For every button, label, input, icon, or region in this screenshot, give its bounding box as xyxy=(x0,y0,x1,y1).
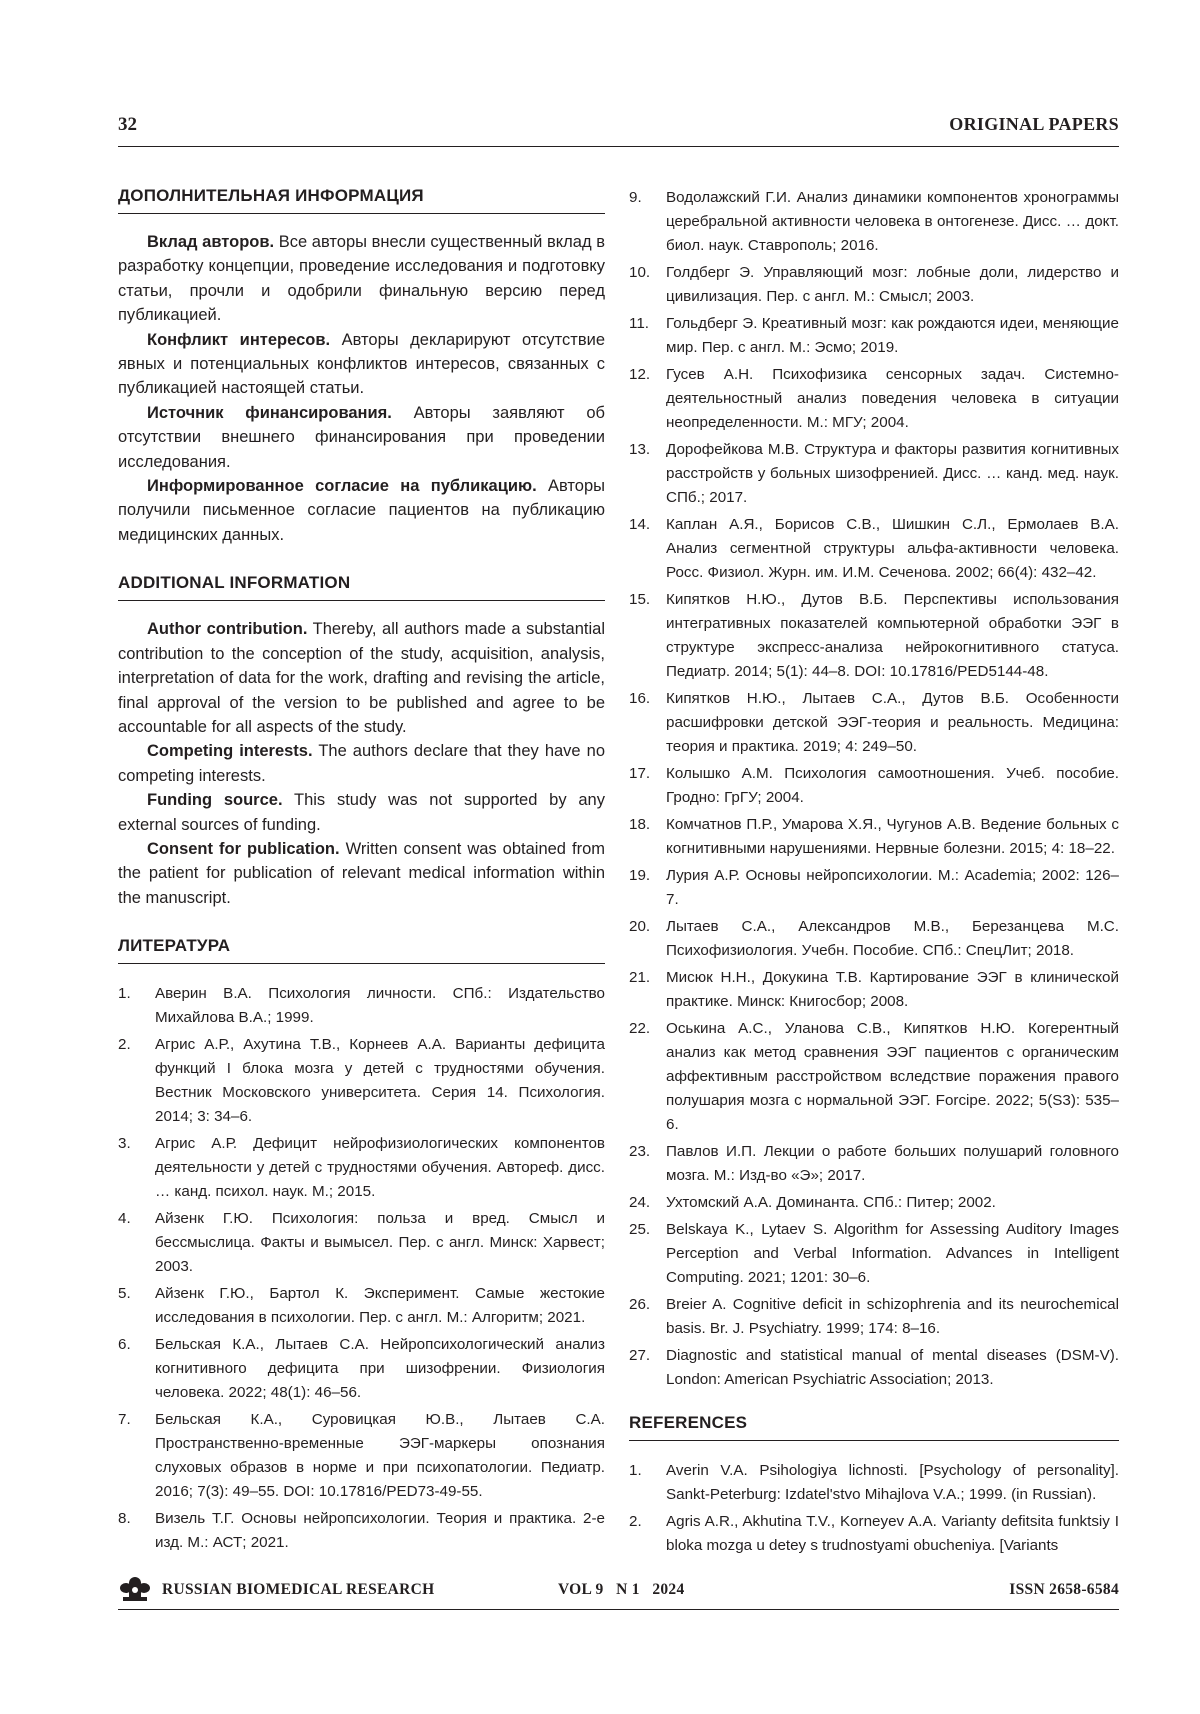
reference-number: 24. xyxy=(629,1194,651,1211)
additional-info-en-heading: ADDITIONAL INFORMATION xyxy=(118,573,605,601)
reference-item xyxy=(629,687,1119,759)
reference-text: Дорофейкова М.В. Структура и факторы развития когнитивных расстройств у больных шизофренией. Дисс. … канд. мед. наук. СПб.; 2017. xyxy=(666,441,1119,506)
reference-text: Водолажский Г.И. Анализ динамики компонентов хронограммы церебральной активности человека в онтогенезе. Дисс. … докт. биол. наук. Ставрополь; 2016. xyxy=(666,189,1119,254)
reference-item xyxy=(118,1207,605,1279)
additional-info-ru xyxy=(118,230,605,547)
info-text: Авторы получили письменное согласие пациентов на публикацию медицинских данных. xyxy=(118,477,605,544)
journal-emblem-icon xyxy=(118,1573,152,1603)
info-label: Вклад авторов. xyxy=(147,233,275,251)
reference-item xyxy=(118,1282,605,1330)
reference-number: 9. xyxy=(629,189,642,206)
reference-number: 2. xyxy=(118,1036,131,1054)
reference-number: 21. xyxy=(629,969,651,986)
info-paragraph xyxy=(118,617,605,739)
reference-item xyxy=(629,1017,1119,1137)
reference-text: Голдберг Э. Управляющий мозг: лобные доли, лидерство и цивилизация. Пер. с англ. М.: Смысл; 2003. xyxy=(666,264,1119,305)
reference-number: 6. xyxy=(118,1336,131,1354)
reference-item xyxy=(629,588,1119,684)
reference-text: Мисюк Н.Н., Докукина Т.В. Картирование ЭЭГ в клинической практике. Минск: Книгосбор; 2008. xyxy=(666,969,1119,1010)
references-heading: REFERENCES xyxy=(629,1413,1119,1441)
reference-number: 13. xyxy=(629,441,651,458)
reference-number: 10. xyxy=(629,264,651,281)
info-text: Thereby, all authors made a substantial contribution to the conception of the study, acquisition, analysis, interpretation of data for the work, drafting and revising the article, final approval of the version to be published and agree to be accountable for all aspects of the study. xyxy=(118,620,605,736)
info-paragraph xyxy=(118,230,605,328)
reference-text: Комчатнов П.Р., Умарова Х.Я., Чугунов А.В. Ведение больных с когнитивными нарушениями. Нервные болезни. 2015; 4: 18–22. xyxy=(666,816,1119,857)
additional-info-ru-heading: ДОПОЛНИТЕЛЬНАЯ ИНФОРМАЦИЯ xyxy=(118,186,605,214)
reference-item xyxy=(629,762,1119,810)
reference-number: 26. xyxy=(629,1296,651,1313)
reference-item xyxy=(629,1140,1119,1188)
reference-text: Айзенк Г.Ю. Психология: польза и вред. Смысл и бессмыслица. Факты и вымысел. Пер. с англ. Минск: Харвест; 2003. xyxy=(155,1210,605,1276)
reference-text: Лурия А.Р. Основы нейропсихологии. М.: Academia; 2002: 126–7. xyxy=(666,867,1119,908)
reference-item xyxy=(118,1507,605,1555)
reference-number: 5. xyxy=(118,1285,131,1303)
reference-number: 12. xyxy=(629,366,651,383)
reference-text: Каплан А.Я., Борисов С.В., Шишкин С.Л., Ермолаев В.А. Анализ сегментной структуры альфа-активности человека. Росс. Физиол. Журн. им. И.М. Сеченова. 2002; 66(4): 432–42. xyxy=(666,516,1119,581)
reference-text: Diagnostic and statistical manual of mental diseases (DSM-V). London: American Psychiatric Association; 2013. xyxy=(666,1347,1119,1388)
left-column xyxy=(118,186,605,1558)
reference-text: Бельская К.А., Суровицкая Ю.В., Лытаев С.А. Пространственно-временные ЭЭГ-маркеры опознания слуховых образов в норме и при психопатологии. Педиатр. 2016; 7(3): 49–55. DOI: 10.17816/PED73-49-55. xyxy=(155,1411,605,1501)
reference-text: Оськина А.С., Уланова С.В., Кипятков Н.Ю. Когерентный анализ как метод сравнения ЭЭГ пациентов с органическим аффективным расстройством вследствие поражения правого полушария мозга с нормальной ЭЭГ. Forcipe. 2022; 5(S3): 535–6. xyxy=(666,1020,1119,1133)
reference-number: 1. xyxy=(118,985,131,1003)
references-list xyxy=(629,1459,1119,1558)
info-text: Все авторы внесли существенный вклад в разработку концепции, проведение исследования и подготовку статьи, прочли и одобрили финальную версию перед публикацией. xyxy=(118,233,605,325)
reference-number: 1. xyxy=(629,1462,642,1479)
info-paragraph xyxy=(118,837,605,910)
info-text: The authors declare that they have no competing interests. xyxy=(118,742,606,785)
literature-list-continued xyxy=(629,186,1119,1392)
right-column xyxy=(629,186,1119,1561)
volume-info: VOL 9 N 1 2024 xyxy=(558,1581,685,1598)
reference-item xyxy=(629,966,1119,1014)
info-text: Written consent was obtained from the patient for publication of relevant medical information within the manuscript. xyxy=(118,839,605,907)
reference-item xyxy=(118,1033,605,1129)
reference-item xyxy=(629,1510,1119,1558)
info-label: Конфликт интересов. xyxy=(147,330,331,349)
reference-item xyxy=(118,982,605,1030)
info-text: Авторы заявляют об отсутствии внешнего финансирования при проведении исследования. xyxy=(118,403,605,471)
reference-item xyxy=(629,312,1119,360)
reference-item xyxy=(629,438,1119,510)
reference-number: 18. xyxy=(629,816,651,833)
info-paragraph xyxy=(118,328,605,401)
reference-item xyxy=(629,915,1119,963)
reference-number: 25. xyxy=(629,1221,651,1238)
reference-item xyxy=(118,1132,605,1204)
journal-name: RUSSIAN BIOMEDICAL RESEARCH xyxy=(162,1581,435,1598)
reference-number: 17. xyxy=(629,765,651,782)
reference-item xyxy=(629,186,1119,258)
section-label: ORIGINAL PAPERS xyxy=(949,114,1119,134)
literature-heading: ЛИТЕРАТУРА xyxy=(118,936,605,964)
reference-item xyxy=(629,363,1119,435)
info-paragraph xyxy=(118,788,605,837)
reference-number: 27. xyxy=(629,1347,651,1364)
reference-text: Агрис А.Р., Ахутина Т.В., Корнеев А.А. Варианты дефицита функций I блока мозга у детей с трудностями обучения. Вестник Московского университета. Серия 14. Психология. 2014; 3: 34–6. xyxy=(155,1036,605,1126)
reference-number: 3. xyxy=(118,1135,131,1153)
info-label: Competing interests. xyxy=(147,742,313,761)
reference-number: 2. xyxy=(629,1513,642,1530)
reference-number: 11. xyxy=(629,315,649,332)
page-header xyxy=(118,108,1119,147)
info-text: Авторы декларируют отсутствие явных и потенциальных конфликтов интересов, связанных с публикацией настоящей статьи. xyxy=(118,330,605,398)
reference-text: Аверин В.А. Психология личности. СПб.: Издательство Михайлова В.А.; 1999. xyxy=(155,985,605,1027)
reference-number: 20. xyxy=(629,918,651,935)
info-label: Funding source. xyxy=(147,791,283,810)
info-label: Информированное согласие на публикацию. xyxy=(147,477,537,496)
reference-item xyxy=(629,1191,1119,1215)
additional-info-en xyxy=(118,617,605,910)
reference-text: Гольдберг Э. Креативный мозг: как рождаются идеи, меняющие мир. Пер. с англ. М.: Эсмо; 2019. xyxy=(666,315,1119,356)
reference-number: 23. xyxy=(629,1143,651,1160)
info-paragraph xyxy=(118,401,605,474)
reference-text: Ухтомский А.А. Доминанта. СПб.: Питер; 2002. xyxy=(666,1194,996,1211)
reference-item xyxy=(629,261,1119,309)
reference-text: Agris A.R., Akhutina T.V., Korneyev A.A. Varianty defitsita funktsiy I bloka mozga u detey s trudnostyami obucheniya. [Variants xyxy=(666,1513,1119,1554)
page-footer xyxy=(118,1573,1119,1610)
reference-number: 7. xyxy=(118,1411,131,1429)
literature-list xyxy=(118,982,605,1555)
reference-item xyxy=(629,1459,1119,1507)
info-label: Author contribution. xyxy=(147,620,308,639)
reference-text: Лытаев С.А., Александров М.В., Березанцева М.С. Психофизиология. Учебн. Пособие. СПб.: СпецЛит; 2018. xyxy=(666,918,1119,959)
page-number: 32 xyxy=(118,114,137,135)
reference-text: Belskaya K., Lytaev S. Algorithm for Assessing Auditory Images Perception and Verbal Information. Advances in Intelligent Computing. 2021; 1201: 30–6. xyxy=(666,1221,1119,1286)
reference-text: Айзенк Г.Ю., Бартол К. Эксперимент. Самые жестокие исследования в психологии. Пер. с англ. М.: Алгоритм; 2021. xyxy=(155,1285,605,1327)
reference-number: 22. xyxy=(629,1020,651,1037)
reference-number: 8. xyxy=(118,1510,131,1528)
info-label: Consent for publication. xyxy=(147,839,340,858)
reference-number: 15. xyxy=(629,591,651,608)
reference-text: Кипятков Н.Ю., Лытаев С.А., Дутов В.Б. Особенности расшифровки детской ЭЭГ-теория и реальность. Медицина: теория и практика. 2019; 4: 249–50. xyxy=(666,690,1119,755)
reference-text: Агрис А.Р. Дефицит нейрофизиологических компонентов деятельности у детей с трудностями обучения. Автореф. дисс. … канд. психол. наук. М.; 2015. xyxy=(155,1135,605,1201)
reference-number: 14. xyxy=(629,516,651,533)
reference-item xyxy=(118,1333,605,1405)
issn: ISSN 2658-6584 xyxy=(1009,1581,1119,1598)
info-paragraph xyxy=(118,474,605,547)
reference-text: Колышко А.М. Психология самоотношения. Учеб. пособие. Гродно: ГрГУ; 2004. xyxy=(666,765,1119,806)
reference-item xyxy=(629,813,1119,861)
reference-item xyxy=(629,1293,1119,1341)
reference-text: Павлов И.П. Лекции о работе больших полушарий головного мозга. М.: Изд-во «Э»; 2017. xyxy=(666,1143,1119,1184)
reference-number: 16. xyxy=(629,690,651,707)
reference-item xyxy=(629,1344,1119,1392)
reference-item xyxy=(629,864,1119,912)
info-text: This study was not supported by any external sources of funding. xyxy=(118,791,605,834)
reference-text: Averin V.A. Psihologiya lichnosti. [Psychology of personality]. Sankt-Peterburg: Izdatel'stvo Mihajlova V.A.; 1999. (in Russian). xyxy=(666,1462,1119,1503)
reference-text: Breier A. Cognitive deficit in schizophrenia and its neurochemical basis. Br. J. Psychiatry. 1999; 174: 8–16. xyxy=(666,1296,1119,1337)
info-label: Источник финансирования. xyxy=(147,403,392,422)
reference-text: Бельская К.А., Лытаев С.А. Нейропсихологический анализ когнитивного дефицита при шизофрении. Физиология человека. 2022; 48(1): 46–56. xyxy=(155,1336,605,1402)
reference-item xyxy=(629,1218,1119,1290)
reference-number: 19. xyxy=(629,867,651,884)
reference-item xyxy=(629,513,1119,585)
reference-text: Гусев А.Н. Психофизика сенсорных задач. Системно-деятельностный анализ поведения человека в ситуации неопределенности. М.: МГУ; 2004. xyxy=(666,366,1119,431)
reference-text: Визель Т.Г. Основы нейропсихологии. Теория и практика. 2-е изд. М.: АСТ; 2021. xyxy=(155,1510,605,1552)
reference-text: Кипятков Н.Ю., Дутов В.Б. Перспективы использования интегративных показателей компьютерной обработки ЭЭГ в структуре экспресс-анализа нейрокогнитивного статуса. Педиатр. 2014; 5(1): 44–8. DOI: 10.17816/PED5144-48. xyxy=(666,591,1119,680)
reference-item xyxy=(118,1408,605,1504)
info-paragraph xyxy=(118,739,605,788)
reference-number: 4. xyxy=(118,1210,131,1228)
